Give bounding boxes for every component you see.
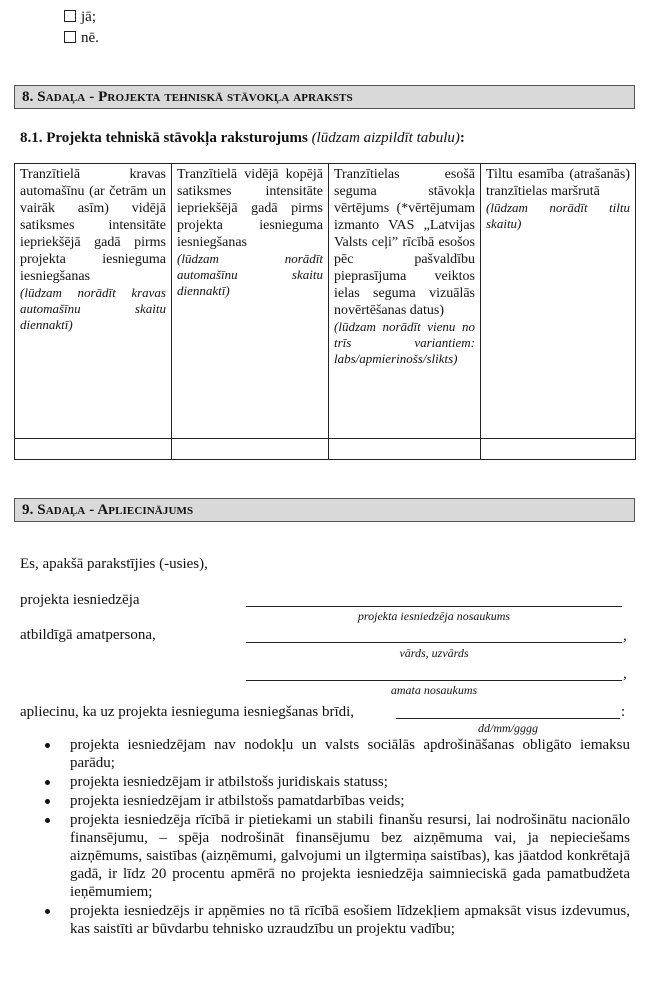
list-item — [14, 773, 630, 791]
technical-condition-table — [14, 163, 636, 460]
table-header-cell — [481, 164, 636, 439]
list-item-text: projekta iesniedzējs ir apņēmies no tā rīcībā esošiem līdzekļiem apmaksāt visus izdevumus, kas saistīti ar būvdarbu tehnisko uzraudzību un projektu vadību; — [70, 903, 630, 937]
bullet-icon — [45, 799, 50, 804]
comma: , — [623, 666, 627, 682]
subheading-bold: 8.1. Projekta tehniskā stāvokļa raksturojums — [20, 130, 308, 146]
declaration-intro: Es, apakšā parakstījies (-usies), — [20, 556, 208, 572]
table-input-cell[interactable] — [172, 439, 329, 460]
colon: : — [621, 704, 626, 720]
option-yes-label: jā; — [81, 9, 96, 25]
section-9-heading: 9. Sadaļa - Apliecinājums — [14, 498, 635, 522]
header-text: Tranzītielā kravas automašīnu (ar četrām un vairāk asīm) vidējā satiksmes intensitāte iepriekšējā gadā pirms projekta iesnieguma iesniegšanas — [20, 167, 166, 284]
header-note: (lūdzam norādīt automašīnu skaitu diennaktī) — [177, 251, 323, 298]
checkbox-icon[interactable] — [64, 10, 76, 22]
applicant-name-field[interactable] — [246, 606, 622, 607]
list-item-text: projekta iesniedzējam nav nodokļu un valsts sociālās apdrošināšanas obligāto iemaksu parādu; — [70, 737, 630, 771]
table-header-cell — [329, 164, 481, 439]
official-name-field[interactable] — [246, 642, 622, 643]
header-note: (lūdzam norādīt vienu no trīs variantiem: labs/apmierinošs/slikts) — [334, 319, 475, 366]
section-8-1-subheading — [20, 130, 465, 147]
list-item — [14, 811, 630, 901]
declaration-list — [14, 736, 630, 939]
bullet-icon — [45, 818, 50, 823]
option-yes[interactable] — [64, 8, 96, 26]
list-item — [14, 736, 630, 772]
official-label: atbildīgā amatpersona, — [20, 627, 156, 643]
table-input-cell[interactable] — [15, 439, 172, 460]
bullet-icon — [45, 909, 50, 914]
list-item-text: projekta iesniedzējam ir atbilstošs pamatdarbības veids; — [70, 793, 405, 809]
bullet-icon — [45, 743, 50, 748]
section-8-heading: 8. Sadaļa - Projekta tehniskā stāvokļa apraksts — [14, 85, 635, 109]
table-input-row[interactable] — [15, 439, 636, 460]
table-input-cell[interactable] — [329, 439, 481, 460]
table-header-row — [15, 164, 636, 439]
table-header-cell — [15, 164, 172, 439]
table-input-cell[interactable] — [481, 439, 636, 460]
header-text: Tiltu esamība (atrašanās) tranzītielas maršrutā — [486, 167, 630, 199]
subheading-note: (lūdzam aizpildīt tabulu) — [311, 130, 460, 146]
checkbox-icon[interactable] — [64, 31, 76, 43]
applicant-label: projekta iesniedzēja — [20, 592, 140, 608]
subheading-colon: : — [459, 130, 465, 146]
table-header-cell — [172, 164, 329, 439]
name-caption: vārds, uzvārds — [399, 646, 469, 660]
certify-label: apliecinu, ka uz projekta iesnieguma iesniegšanas brīdi, — [20, 704, 355, 720]
list-item-text: projekta iesniedzējam ir atbilstošs juridiskais statuss; — [70, 774, 388, 790]
list-item — [14, 902, 630, 938]
comma: , — [623, 628, 627, 644]
list-item — [14, 792, 630, 810]
position-caption: amata nosaukums — [390, 683, 478, 697]
date-field[interactable] — [396, 718, 620, 719]
header-text: Tranzītielas esošā seguma stāvokļa vērtējums (*vērtējumam izmanto VAS „Latvijas Valsts ceļi” rīcībā esošos pēc pašvaldību pieprasījuma veiktos ielas seguma vizuālās novērtēšanas datus) — [334, 167, 475, 318]
date-caption: dd/mm/gggg — [478, 721, 538, 735]
official-position-field[interactable] — [246, 680, 622, 681]
option-no[interactable] — [64, 29, 99, 47]
option-no-label: nē. — [81, 30, 99, 46]
header-text: Tranzītielā vidējā kopējā satiksmes intensitāte iepriekšējā gadā pirms projekta iesnieguma iesniegšanas — [177, 167, 323, 250]
header-note: (lūdzam norādīt tiltu skaitu) — [486, 200, 630, 231]
applicant-caption: projekta iesniedzēja nosaukums — [357, 609, 511, 623]
list-item-text: projekta iesniedzēja rīcībā ir pietiekami un stabili finanšu resursi, lai nodrošinātu nacionālo finansējumu, – spēja nodrošināt finansējumu bez aizņēmuma vai, ja nepieciešams aizņēmums, saistības (aizņēmumi, galvojumi un ilgtermiņa saistības), kas jāatdod konkrētajā gadā, ir līdz 20 procentu apmērā no projekta iesniedzēja saimnieciskā gada pamatbudžeta ieņēmumiem; — [70, 812, 630, 900]
header-note: (lūdzam norādīt kravas automašīnu skaitu diennaktī) — [20, 285, 166, 332]
bullet-icon — [45, 780, 50, 785]
